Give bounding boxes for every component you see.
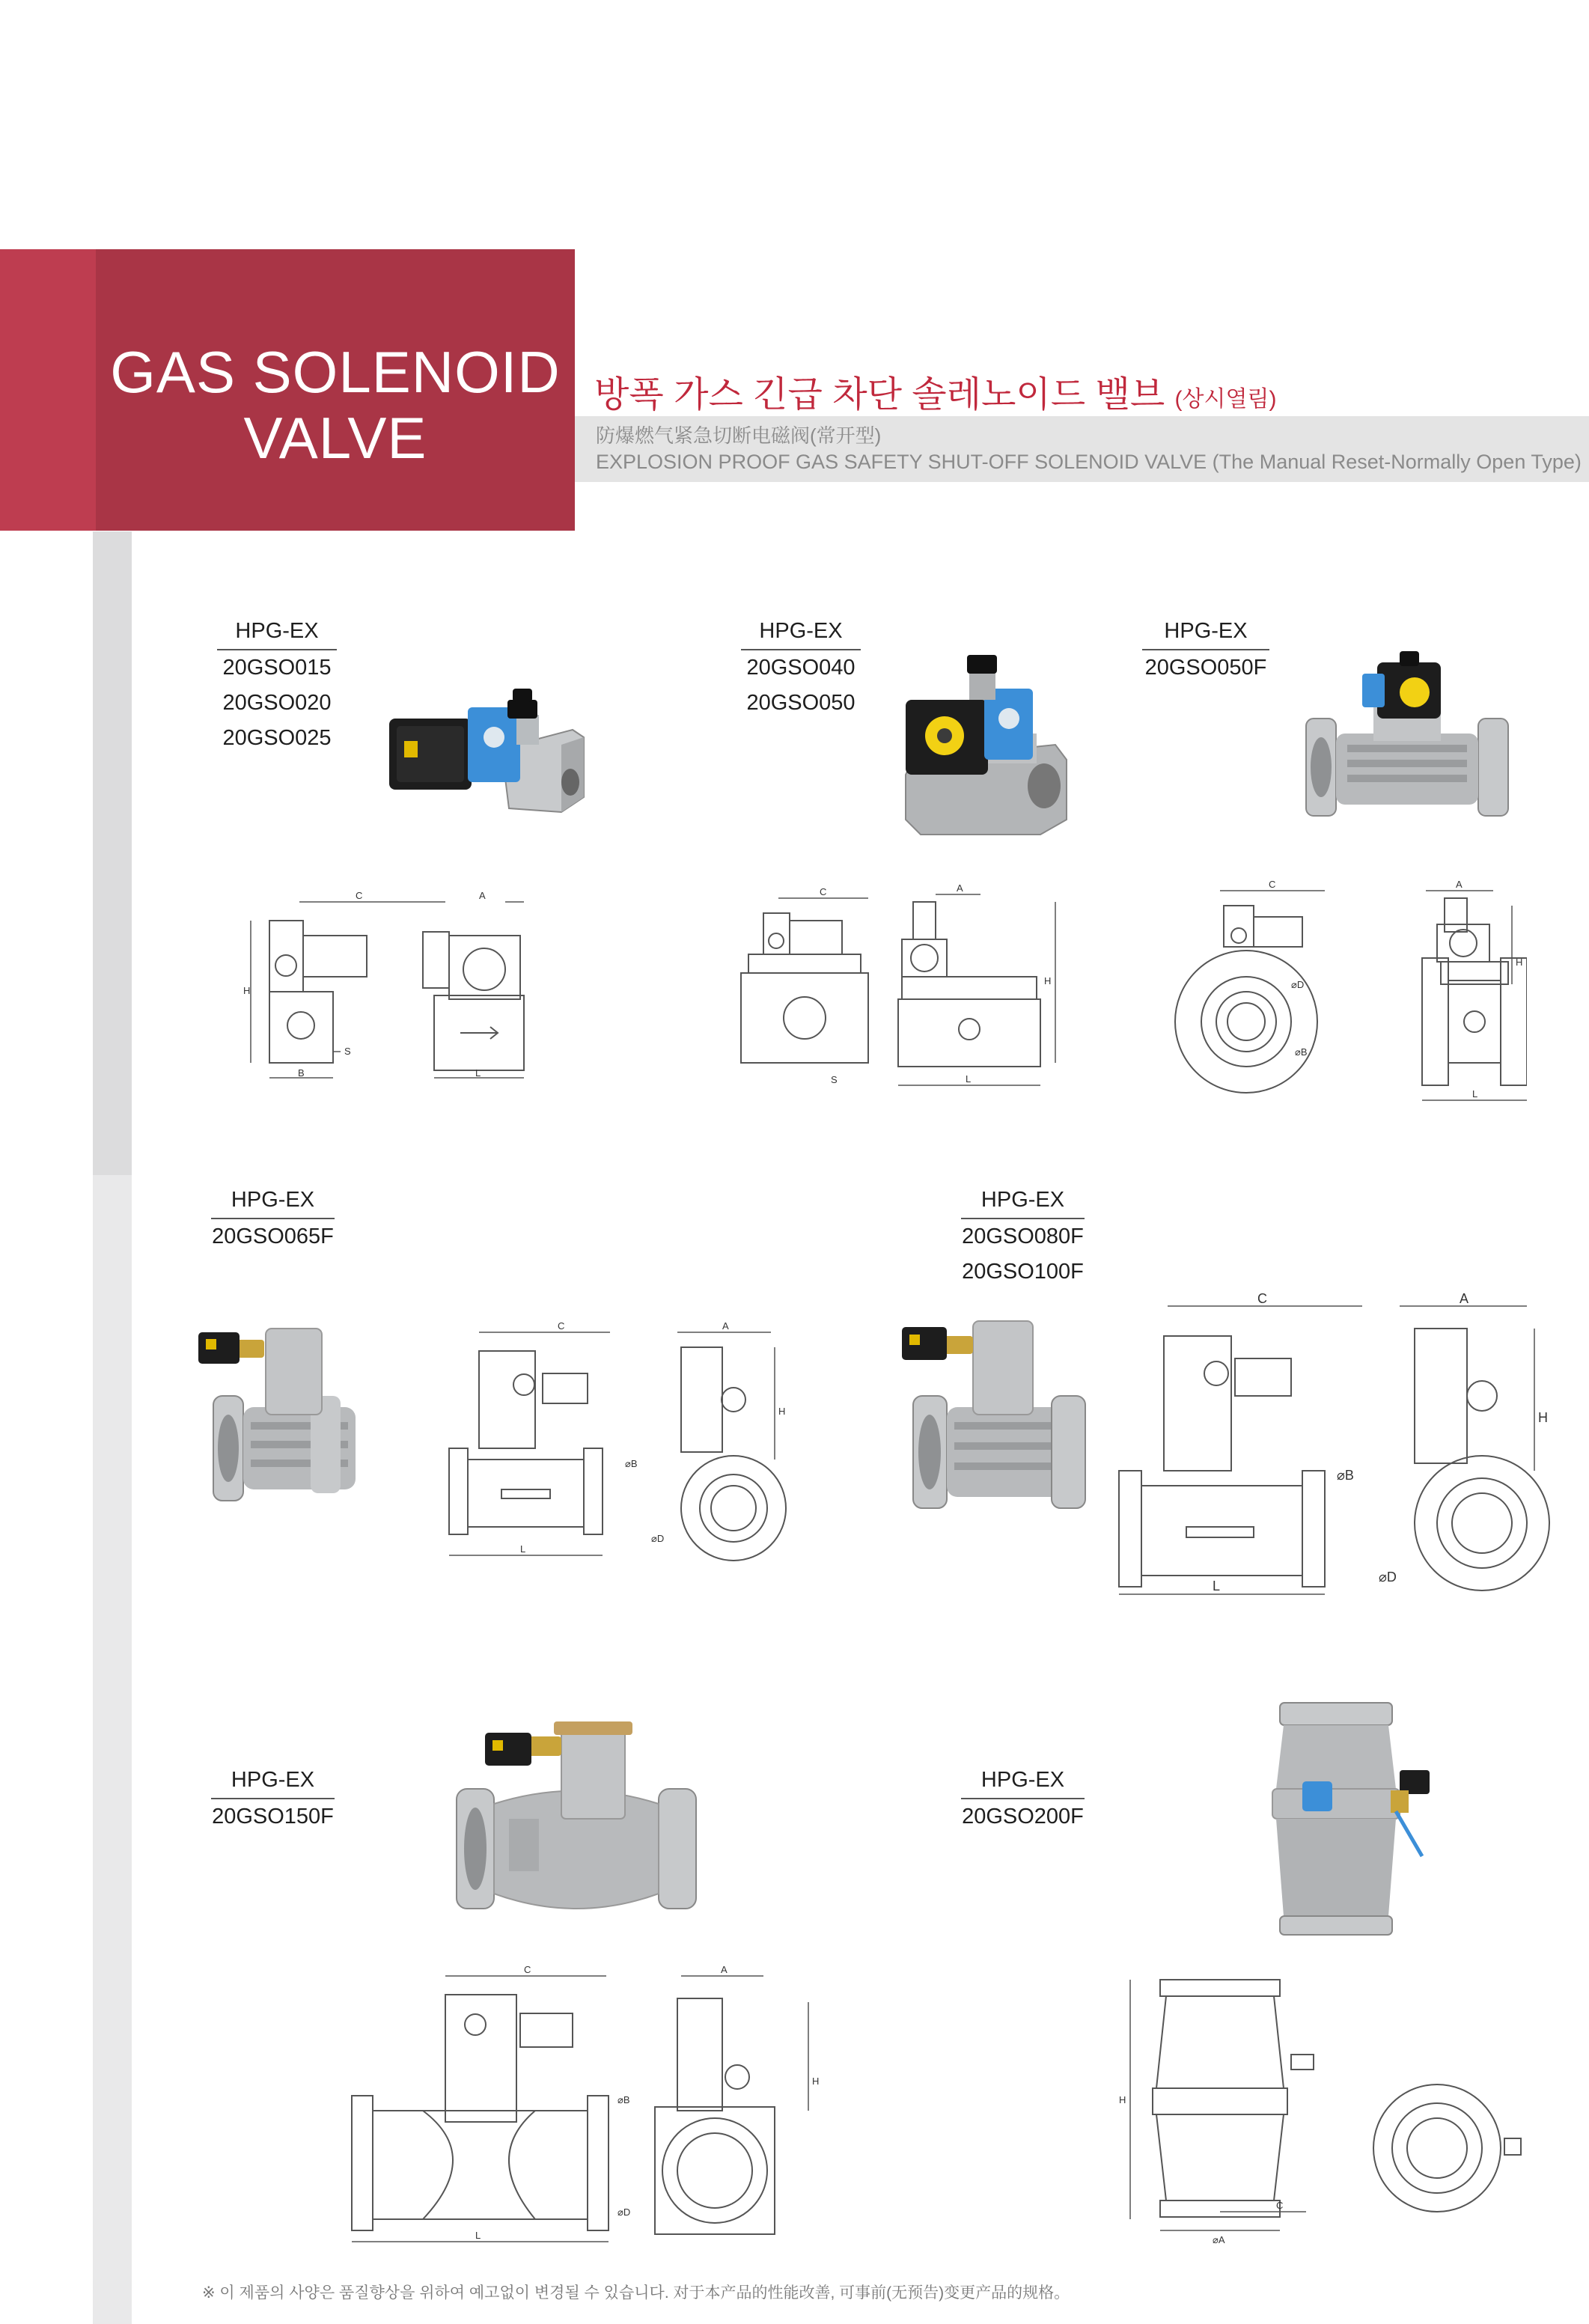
dim-label-b: B	[298, 1067, 305, 1079]
valve-photo-20gso050f	[1302, 651, 1512, 831]
dim-label-h: H	[1538, 1410, 1548, 1425]
dim-label-phi-b: ⌀B	[625, 1458, 638, 1469]
valve-photo-20gso040	[898, 647, 1070, 842]
dim-label-l: L	[966, 1073, 972, 1085]
dim-label-a: A	[721, 1964, 728, 1975]
model-number: 20GSO050F	[1144, 656, 1267, 680]
dimension-drawing-20gso050f	[1164, 876, 1527, 1108]
dim-label-phi-b: ⌀B	[1337, 1468, 1354, 1483]
series-name: HPG-EX	[961, 1763, 1085, 1799]
page-title-line1: GAS SOLENOID	[110, 339, 561, 405]
korean-heading	[594, 365, 1276, 417]
korean-subtitle: (상시열림)	[1174, 387, 1277, 412]
dim-label-c: C	[1269, 879, 1276, 890]
dim-label-phi-b: ⌀B	[1295, 1046, 1308, 1058]
footer-note: ※ 이 제품의 사양은 품질향상을 위하여 예고없이 변경될 수 있습니다. 对于本产品的性能改善, 可事前(无预告)变更产品的规格。	[202, 2284, 1070, 2302]
title-banner	[0, 249, 575, 531]
dim-label-h: H	[243, 985, 251, 996]
dimension-drawing-20gso015	[243, 891, 558, 1085]
korean-title: 방폭 가스 긴급 차단 솔레노이드 밸브	[594, 375, 1165, 415]
dim-label-s: S	[831, 1074, 838, 1085]
model-label-7	[961, 1763, 1085, 1835]
chinese-heading: 防爆燃气紧急切断电磁阀(常开型)	[596, 424, 882, 447]
page-title-line2: VALVE	[243, 405, 427, 471]
dim-label-a: A	[957, 882, 963, 894]
model-number: 20GSO065F	[212, 1224, 334, 1248]
model-number: 20GSO040	[746, 656, 856, 680]
model-label-4	[211, 1183, 335, 1254]
dim-label-phi-d: ⌀D	[651, 1533, 665, 1544]
english-heading: EXPLOSION PROOF GAS SAFETY SHUT-OFF SOLENOID VALVE (The Manual Reset-Normally Open Type)	[596, 451, 1582, 473]
dim-label-c: C	[1257, 1291, 1267, 1306]
valve-photo-20gso200f	[1265, 1699, 1452, 1939]
dim-label-phi-d: ⌀D	[1379, 1570, 1397, 1585]
model-label-3	[1142, 614, 1269, 686]
dim-label-l: L	[475, 2230, 481, 2241]
dim-label-h: H	[778, 1406, 786, 1417]
dim-label-c: C	[524, 1964, 531, 1975]
dim-label-l: L	[520, 1543, 526, 1555]
valve-photo-20gso150f	[449, 1707, 704, 1939]
dim-label-s: S	[344, 1046, 351, 1057]
model-number: 20GSO150F	[212, 1805, 334, 1829]
valve-photo-20gso080f	[902, 1314, 1104, 1512]
series-name: HPG-EX	[741, 614, 861, 650]
dimension-drawing-20gso040	[733, 879, 1070, 1100]
dim-label-phi-d: ⌀D	[617, 2206, 631, 2218]
dim-label-a: A	[1456, 879, 1463, 890]
model-number: 20GSO025	[222, 726, 332, 750]
dim-label-a: A	[1460, 1291, 1469, 1306]
dim-label-l: L	[1472, 1088, 1478, 1100]
model-label-5	[961, 1183, 1085, 1290]
model-label-2	[741, 614, 861, 721]
model-number: 20GSO050	[746, 691, 856, 715]
dimension-drawing-20gso080f	[1115, 1284, 1553, 1598]
valve-photo-20gso065f	[198, 1314, 378, 1508]
model-label-6	[211, 1763, 335, 1835]
banner-accent	[0, 249, 96, 531]
dim-label-a: A	[722, 1320, 729, 1332]
model-number: 20GSO080F	[962, 1224, 1084, 1248]
dim-label-l: L	[1213, 1579, 1221, 1593]
dim-label-phi-d: ⌀D	[1291, 979, 1305, 990]
dimension-drawing-20gso150f	[341, 1961, 827, 2253]
dim-label-l: L	[475, 1067, 481, 1079]
dim-label-phi-b: ⌀B	[617, 2094, 630, 2105]
model-number: 20GSO200F	[962, 1805, 1084, 1829]
dimension-drawing-20gso065f	[438, 1317, 790, 1564]
series-name: HPG-EX	[211, 1763, 335, 1799]
dim-label-h: H	[1044, 975, 1052, 986]
dim-label-h: H	[812, 2076, 820, 2087]
model-number: 20GSO015	[222, 656, 332, 680]
series-name: HPG-EX	[211, 1183, 335, 1219]
dim-label-c: C	[356, 891, 363, 901]
dim-label-h: H	[1516, 957, 1523, 968]
dim-label-phi-a: ⌀A	[1213, 2234, 1225, 2245]
dim-label-c: C	[820, 886, 827, 897]
dim-label-c: C	[558, 1320, 565, 1332]
page-title	[96, 339, 575, 471]
side-strip-top	[93, 531, 132, 1175]
series-name: HPG-EX	[217, 614, 337, 650]
dim-label-c: C	[1276, 2200, 1284, 2211]
model-number: 20GSO100F	[962, 1260, 1084, 1284]
series-name: HPG-EX	[1142, 614, 1269, 650]
dim-label-a: A	[479, 891, 486, 901]
series-name: HPG-EX	[961, 1183, 1085, 1219]
model-number: 20GSO020	[222, 691, 332, 715]
dimension-drawing-20gso200f	[1115, 1965, 1542, 2253]
dim-label-h: H	[1119, 2094, 1126, 2105]
model-label-1	[217, 614, 337, 756]
valve-photo-20gso015	[374, 685, 591, 835]
